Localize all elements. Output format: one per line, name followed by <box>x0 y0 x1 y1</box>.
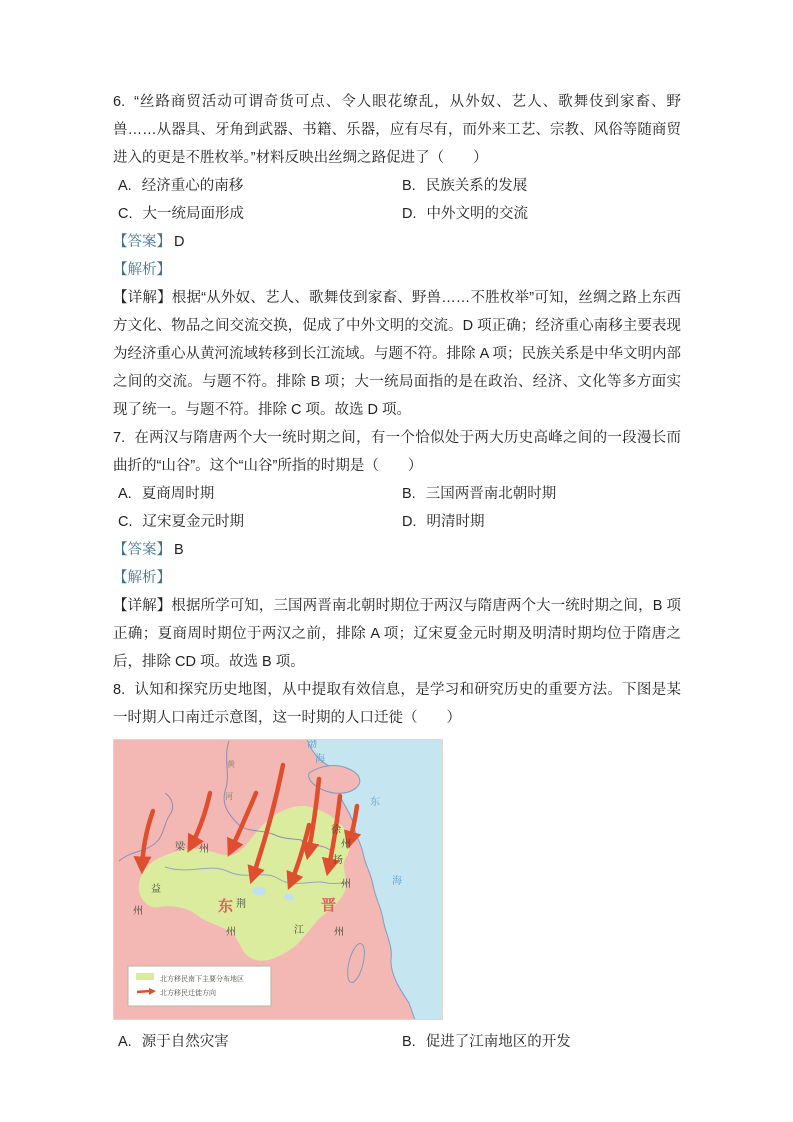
option-b <box>402 172 681 200</box>
answer-value: D <box>174 234 185 250</box>
question-8-stem <box>113 676 681 732</box>
map-label-liangzhou: 州 <box>199 844 209 855</box>
option-letter: C. <box>118 206 133 222</box>
map-label-jingzhou: 荆 <box>236 899 246 910</box>
option-text: 三国两晋南北朝时期 <box>425 486 557 502</box>
option-text: 促进了江南地区的开发 <box>425 1034 571 1050</box>
map-label-jingzhou: 州 <box>226 927 236 938</box>
answer-value: B <box>174 542 184 558</box>
option-letter: B. <box>402 178 416 194</box>
map-label-bohai: 渤 <box>307 739 317 750</box>
map-label-yizhou: 州 <box>133 906 143 917</box>
analysis-label: 【解析】 <box>113 262 171 278</box>
map-lake <box>284 894 294 901</box>
question-7-options-row-2 <box>113 508 681 536</box>
detail-text: 根据“从外奴、艺人、歌舞伎到家畜、野兽……不胜枚举”可知，丝绸之路上东西方文化、物品之间交流交换，促成了中外文明的交流。D 项正确；经济重心南移主要表现为经济重心从黄河流域转移到长江流域。与题不符。排除 A 项；民族关系是中华文明内部之间的交流。与题不符。排除 B 项；大一统局面指的是在政治、经济、文化等多方面实现了统一。与题不符。排除 C 项。故选 D 项。 <box>113 290 682 418</box>
question-text: 在两汉与隋唐两个大一统时期之间，有一个恰似处于两大历史高峰之间的一段漫长而曲折的“山谷”。这个“山谷”所指的时期是（ ） <box>113 430 681 474</box>
option-letter: D. <box>402 514 417 530</box>
question-6-detail <box>113 284 681 424</box>
option-letter: B. <box>402 1034 416 1050</box>
option-letter: A. <box>118 1034 132 1050</box>
option-a <box>118 1028 402 1056</box>
map-label-yizhou: 益 <box>151 884 161 895</box>
option-c <box>118 200 402 228</box>
map-label-xuzhou: 州 <box>341 839 351 850</box>
option-letter: A. <box>118 178 132 194</box>
migration-map <box>113 739 443 1020</box>
question-7-answer-line <box>113 536 681 564</box>
answer-label: 【答案】 <box>113 234 171 250</box>
option-text: 夏商周时期 <box>141 486 215 502</box>
map-label-huanghe: 河 <box>225 792 233 801</box>
question-7-analysis-line <box>113 564 681 592</box>
question-8-options-row <box>113 1028 681 1056</box>
question-6-stem <box>113 88 681 172</box>
detail-text: 根据所学可知，三国两晋南北朝时期位于两汉与隋唐两个大一统时期之间，B 项正确；夏商周时期位于两汉之前，排除 A 项；辽宋夏金元时期及明清时期均位于隋唐之后，排除 CD 项。故选 B 项。 <box>113 598 682 670</box>
option-text: 经济重心的南移 <box>141 178 244 194</box>
migration-map-figure <box>113 739 681 1020</box>
option-letter: A. <box>118 486 132 502</box>
option-text: 民族关系的发展 <box>425 178 528 194</box>
map-label-jiangzhou: 州 <box>334 927 344 938</box>
option-b <box>402 480 681 508</box>
option-d <box>402 508 681 536</box>
option-text: 源于自然灾害 <box>141 1034 229 1050</box>
option-a <box>118 480 402 508</box>
option-text: 明清时期 <box>426 514 485 530</box>
question-6-options-row-2 <box>113 200 681 228</box>
legend-arrow-swatch <box>137 991 150 992</box>
map-legend <box>128 966 271 1006</box>
map-label-donghai: 东 <box>370 797 380 808</box>
detail-label: 【详解】 <box>113 290 172 306</box>
map-label-jiangzhou: 江 <box>294 925 304 936</box>
answer-label: 【答案】 <box>113 542 171 558</box>
question-number: 8. <box>113 682 126 698</box>
question-number: 7. <box>113 430 126 446</box>
map-label-liangzhou: 梁 <box>175 842 185 853</box>
map-dynasty-label-dong: 东 <box>218 898 234 915</box>
legend-area-swatch <box>136 973 154 980</box>
option-letter: C. <box>118 514 133 530</box>
option-a <box>118 172 402 200</box>
option-letter: D. <box>402 206 417 222</box>
option-text: 辽宋夏金元时期 <box>142 514 244 530</box>
legend-area-text: 北方移民南下主要分布地区 <box>160 976 244 983</box>
map-label-yangzhou: 州 <box>341 879 351 890</box>
map-label-huanghe: 黄 <box>227 760 235 769</box>
option-text: 中外文明的交流 <box>426 206 528 222</box>
question-7-detail <box>113 592 681 676</box>
map-label-xuzhou: 徐 <box>331 825 341 836</box>
question-text: “丝路商贸活动可谓奇货可点、令人眼花缭乱，从外奴、艺人、歌舞伎到家畜、野兽……从器具、牙角到武器、书籍、乐器，应有尽有，而外来工艺、宗教、风俗等随商贸进入的更是不胜枚举。”材料反映出丝绸之路促进了（ ） <box>113 94 681 166</box>
option-b <box>402 1028 681 1056</box>
question-7-options-row-1 <box>113 480 681 508</box>
question-7-stem <box>113 424 681 480</box>
detail-label: 【详解】 <box>113 598 172 614</box>
option-letter: B. <box>402 486 416 502</box>
analysis-label: 【解析】 <box>113 570 171 586</box>
option-c <box>118 508 402 536</box>
question-text: 认知和探究历史地图，从中提取有效信息，是学习和研究历史的重要方法。下图是某一时期人口南迁示意图，这一时期的人口迁徙（ ） <box>113 682 681 726</box>
question-number: 6. <box>113 94 126 110</box>
map-lake <box>252 887 266 896</box>
option-text: 大一统局面形成 <box>142 206 244 222</box>
map-label-yangzhou: 扬 <box>333 855 343 866</box>
legend-arrow-text: 北方移民迁徙方向 <box>160 990 216 997</box>
map-label-bohai: 海 <box>315 754 325 765</box>
question-6-analysis-line <box>113 256 681 284</box>
map-dynasty-label-jin: 晋 <box>321 897 337 914</box>
question-6-answer-line <box>113 228 681 256</box>
option-d <box>402 200 681 228</box>
question-6-options-row-1 <box>113 172 681 200</box>
map-label-donghai: 海 <box>392 876 402 887</box>
